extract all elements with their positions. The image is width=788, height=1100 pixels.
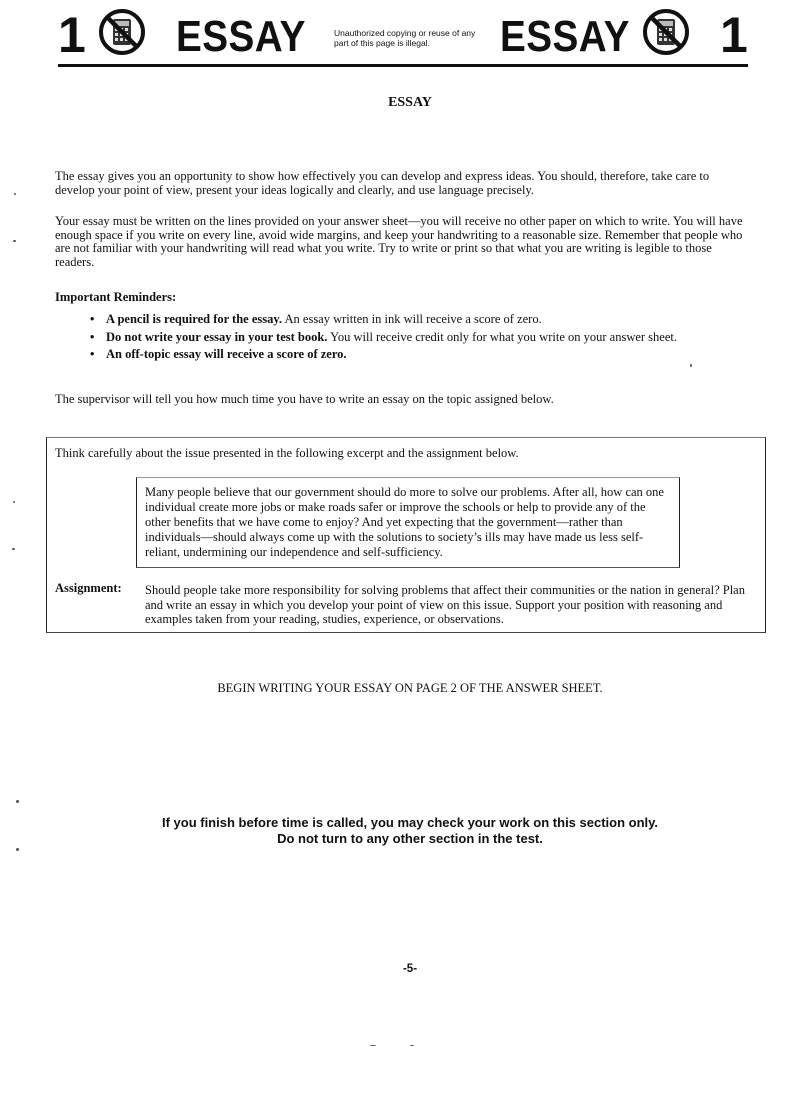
reminder-bold: A pencil is required for the essay. [106, 312, 283, 326]
scan-speck [14, 193, 16, 195]
copyright-notice: Unauthorized copying or reuse of any part of this page is illegal. [334, 28, 476, 48]
reminder-bold: An off-topic essay will receive a score of zero. [106, 347, 347, 362]
assignment-text: Should people take more responsibility for solving problems that affect their communities or the nation in general? Plan and write an essay in which you develop your point of view on this issue. Support your position with reasoning and examples taken from your reading, studies, experience, or observations. [145, 583, 745, 627]
assignment-label: Assignment: [55, 581, 122, 595]
scan-speck [16, 848, 19, 851]
list-item [88, 348, 688, 362]
list-item [88, 331, 688, 345]
section-title-left: ESSAY [176, 12, 306, 61]
page-number: -5- [402, 963, 418, 975]
list-item [88, 313, 688, 327]
scan-speck [410, 1045, 414, 1046]
no-calculator-icon [98, 8, 146, 56]
scan-speck [690, 364, 692, 367]
scan-speck [13, 501, 15, 503]
no-calculator-icon [642, 8, 690, 56]
reminders-list [88, 313, 688, 366]
section-number-left: 1 [58, 7, 86, 63]
section-title-right: ESSAY [500, 12, 630, 61]
scan-speck [370, 1045, 376, 1046]
intro-paragraph-1: The essay gives you an opportunity to show how effectively you can develop and express ideas. You should, therefore, take care to develop your point of view, present your ideas logically and clearly, and use language precisely. [55, 169, 710, 197]
reminders-heading: Important Reminders: [55, 290, 177, 304]
intro-paragraph-2: Your essay must be written on the lines provided on your answer sheet—you will receive no other paper on which to write. You will have enough space if you write on every line, avoid wide margins, and keep your handwriting to a reasonable size. Remember that people who are not familiar with your handwriting will read what you write. Try to write or print so that what you are writing is legible to those readers. [55, 214, 743, 269]
finish-note-line-2: Do not turn to any other section in the test. [277, 831, 543, 846]
bullet-icon: • [90, 312, 95, 326]
prompt-instruction: Think carefully about the issue presented in the following excerpt and the assignment below. [55, 446, 519, 460]
begin-writing-note: BEGIN WRITING YOUR ESSAY ON PAGE 2 OF THE ANSWER SHEET. [217, 681, 603, 695]
reminder-text: You will receive credit only for what you write on your answer sheet. [327, 329, 677, 344]
bullet-icon: • [90, 347, 95, 362]
supervisor-note: The supervisor will tell you how much time you have to write an essay on the topic assigned below. [55, 392, 554, 406]
excerpt-text: Many people believe that our government should do more to solve our problems. After all, how can one individual create more jobs or make roads safer or improve the schools or help to provide any of the other benefits that we have come to enjoy? And yet expecting that the government—rather than individuals—should always come up with the solutions to society’s ills may have made us less self-reliant, undermining our independence and self-sufficiency. [145, 485, 664, 559]
reminder-bold: Do not write your essay in your test book. [106, 329, 328, 344]
reminder-text: An essay written in ink will receive a score of zero. [282, 312, 542, 326]
scan-speck [12, 548, 15, 550]
finish-note-line-1: If you finish before time is called, you may check your work on this section only. [161, 815, 659, 830]
header-rule [58, 64, 748, 67]
page-title: ESSAY [388, 95, 432, 110]
scan-speck [13, 240, 16, 242]
scan-speck [16, 800, 19, 803]
section-number-right: 1 [720, 7, 748, 63]
bullet-icon: • [90, 329, 95, 344]
